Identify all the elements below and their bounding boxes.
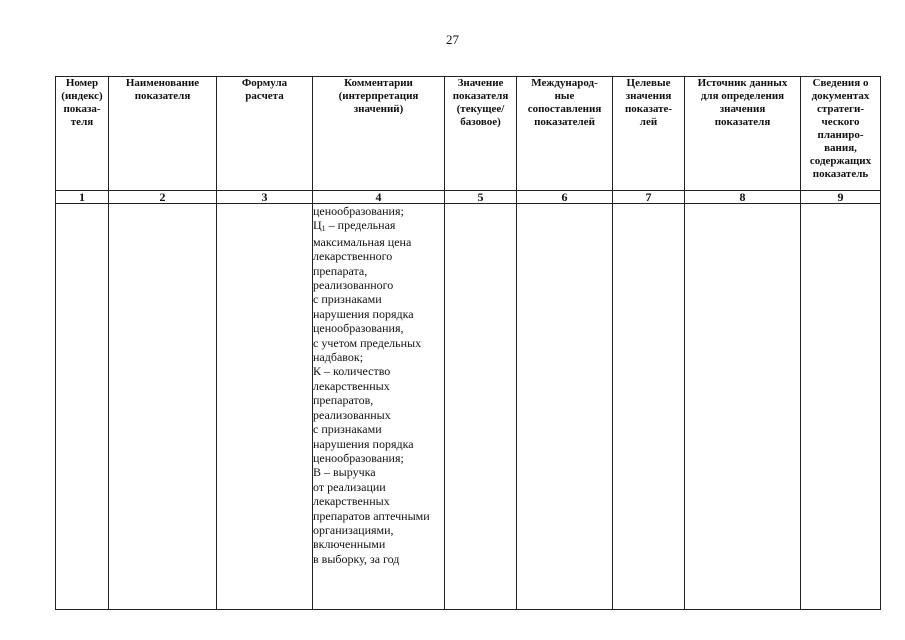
header-index: Номер (индекс) показа- теля	[56, 77, 109, 191]
column-number: 8	[685, 191, 801, 204]
comment-line: с признаками	[313, 422, 382, 437]
page-number: 27	[446, 32, 459, 47]
comment-line	[313, 218, 444, 234]
comment-line: нарушения порядка	[313, 306, 414, 321]
comment-line: включенными	[313, 537, 386, 552]
cell-formula	[217, 204, 313, 610]
variable-definition: – предельная	[325, 218, 396, 233]
comment-line: ценообразования,	[313, 321, 404, 336]
cell-comments	[313, 204, 445, 610]
column-number: 9	[801, 191, 881, 204]
comment-line: в выборку, за год	[313, 551, 400, 566]
comment-line: препарата,	[313, 263, 368, 278]
comment-line: препаратов аптечными	[313, 508, 430, 523]
comment-line: ценообразования;	[313, 450, 404, 465]
header-value: Значение показателя (текущее/ базовое)	[445, 77, 517, 191]
header-comments: Комментарии (интерпретация значений)	[313, 77, 445, 191]
header-source: Источник данных для определения значения показателя	[685, 77, 801, 191]
indicator-table	[55, 76, 881, 610]
cell-name	[109, 204, 217, 610]
column-number: 6	[517, 191, 613, 204]
comment-line: ценообразования;	[313, 204, 404, 218]
cell-value	[445, 204, 517, 610]
header-international: Международ- ные сопоставления показателей	[517, 77, 613, 191]
column-number: 5	[445, 191, 517, 204]
comment-line: максимальная цена	[313, 234, 412, 249]
comment-line: лекарственных	[313, 494, 390, 509]
column-number-row	[56, 191, 881, 204]
comment-line: надбавок;	[313, 350, 364, 365]
header-formula: Формула расчета	[217, 77, 313, 191]
column-number: 7	[613, 191, 685, 204]
header-name: Наименование показателя	[109, 77, 217, 191]
table-row	[56, 204, 881, 610]
header-target: Целевые значения показате- лей	[613, 77, 685, 191]
comment-line: с признаками	[313, 292, 382, 307]
comment-line: с учетом предельных	[313, 335, 422, 350]
column-number: 2	[109, 191, 217, 204]
cell-source	[685, 204, 801, 610]
cell-international	[517, 204, 613, 610]
comment-line: лекарственного	[313, 249, 393, 264]
comment-line: нарушения порядка	[313, 436, 414, 451]
comment-line: В – выручка	[313, 465, 376, 480]
comment-line: К – количество	[313, 364, 391, 379]
variable-subscript: 1	[321, 224, 326, 234]
column-number: 4	[313, 191, 445, 204]
cell-target	[613, 204, 685, 610]
cell-index	[56, 204, 109, 610]
column-number: 1	[56, 191, 109, 204]
comment-line: реализованных	[313, 407, 391, 422]
variable-symbol: Ц	[313, 218, 322, 233]
comment-line: реализованного	[313, 278, 394, 293]
header-documents: Сведения о документах стратеги- ческого планиро- вания, содержащих показатель	[801, 77, 881, 191]
comment-line: организациями,	[313, 522, 394, 537]
comment-line: лекарственных	[313, 378, 390, 393]
comment-line: от реализации	[313, 479, 386, 494]
cell-documents	[801, 204, 881, 610]
column-number: 3	[217, 191, 313, 204]
header-row	[56, 77, 881, 191]
comment-line: препаратов,	[313, 393, 374, 408]
